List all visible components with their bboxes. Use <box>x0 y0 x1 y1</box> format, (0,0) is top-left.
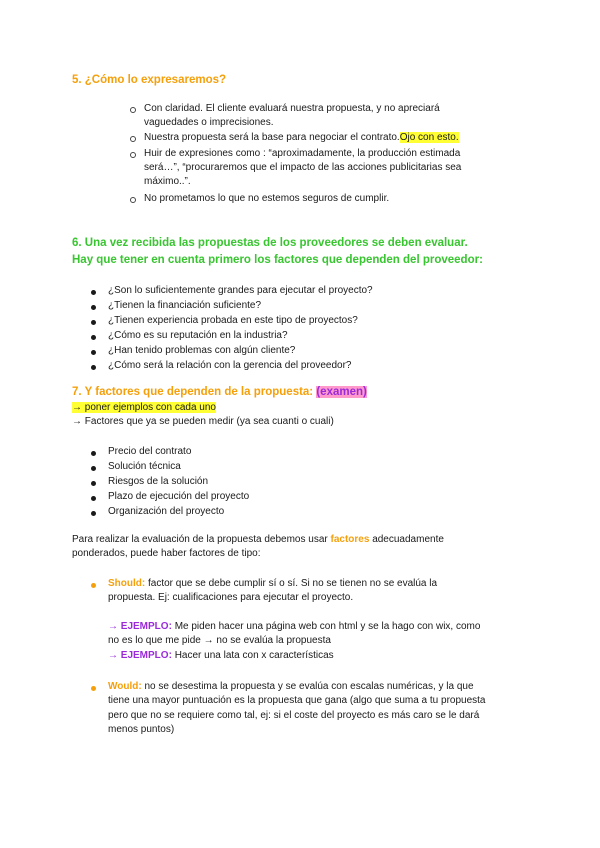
s6-item-5: ¿Han tenido problemas con algún cliente? <box>108 345 296 356</box>
bullet-icon <box>91 350 96 355</box>
section-7-title: 7. Y factores que dependen de la propuesta: (examen) <box>72 386 367 398</box>
bullet-icon <box>91 335 96 340</box>
s5-item-3-line1: Huir de expresiones como : “aproximadamente, la producción estimada <box>144 148 461 159</box>
should-line-2: propuesta. Ej: cualificaciones para ejecutar el proyecto. <box>108 592 354 603</box>
intro-line-2: ponderados, puede haber factores de tipo: <box>72 548 261 559</box>
section-6-title-line1: 6. Una vez recibida las propuestas de los proveedores se deben evaluar. <box>72 237 468 249</box>
bullet-icon <box>91 365 96 370</box>
bullet-icon <box>91 290 96 295</box>
bullet-circle-icon <box>130 107 136 113</box>
intro-line-1: Para realizar la evaluación de la propuesta debemos usar factores adecuadamente <box>72 534 444 545</box>
bullet-orange-icon <box>91 686 96 691</box>
s7-item-2: Solución técnica <box>108 461 181 472</box>
would-line-2: tiene una mayor puntuación es la propuesta que gana (algo que suma a tu propuesta <box>108 695 486 706</box>
bullet-circle-icon <box>130 136 136 142</box>
bullet-icon <box>91 466 96 471</box>
s5-item-4: No prometamos lo que no estemos seguros de cumplir. <box>144 193 390 204</box>
s5-item-3-line2: será…”, “procuraremos que el impacto de las acciones publicitarias sea <box>144 162 462 173</box>
keyword-factores: factores <box>330 534 370 545</box>
s5-item-1-line2: vaguedades o imprecisiones. <box>144 117 274 128</box>
s6-item-3: ¿Tienen experiencia probada en este tipo de proyectos? <box>108 315 358 326</box>
keyword-would: Would: <box>108 681 142 692</box>
section-5-title: 5. ¿Cómo lo expresaremos? <box>72 74 227 86</box>
bullet-icon <box>91 320 96 325</box>
s6-item-6: ¿Cómo será la relación con la gerencia del proveedor? <box>108 360 352 371</box>
s6-item-2: ¿Tienen la financiación suficiente? <box>108 300 262 311</box>
bullet-icon <box>91 305 96 310</box>
s7-arrow-note-2: → Factores que ya se pueden medir (ya sea cuanti o cuali) <box>72 416 334 427</box>
example-1-line-2: no es lo que me pide → no se evalúa la propuesta <box>108 635 331 646</box>
s5-item-1-line1: Con claridad. El cliente evaluará nuestra propuesta, y no apreciará <box>144 103 440 114</box>
s7-item-1: Precio del contrato <box>108 446 192 457</box>
exam-tag: (examen) <box>316 386 367 398</box>
section-6-title-line2: Hay que tener en cuenta primero los factores que dependen del proveedor: <box>72 254 483 266</box>
s7-arrow-note-1: → poner ejemplos con cada uno <box>72 402 216 413</box>
bullet-circle-icon <box>130 152 136 158</box>
s5-item-3-line3: máximo..”. <box>144 176 191 187</box>
s5-item-2: Nuestra propuesta será la base para negociar el contrato.Ojo con esto. <box>144 132 459 143</box>
bullet-orange-icon <box>91 583 96 588</box>
bullet-icon <box>91 511 96 516</box>
s7-item-3: Riesgos de la solución <box>108 476 209 487</box>
keyword-ejemplo: → EJEMPLO: <box>108 650 172 661</box>
highlight-ojo: Ojo con esto. <box>399 132 459 143</box>
bullet-icon <box>91 451 96 456</box>
would-line-1: Would: no se desestima la propuesta y se evalúa con escalas numéricas, y la que <box>108 681 474 692</box>
keyword-ejemplo: → EJEMPLO: <box>108 621 172 632</box>
s6-item-4: ¿Cómo es su reputación en la industria? <box>108 330 288 341</box>
s7-item-4: Plazo de ejecución del proyecto <box>108 491 250 502</box>
bullet-icon <box>91 496 96 501</box>
example-2: → EJEMPLO: Hacer una lata con x características <box>108 650 334 661</box>
s6-item-1: ¿Son lo suficientemente grandes para ejecutar el proyecto? <box>108 285 373 296</box>
should-line-1: Should: factor que se debe cumplir sí o sí. Si no se tienen no se evalúa la <box>108 578 438 589</box>
bullet-icon <box>91 481 96 486</box>
example-1-line-1: → EJEMPLO: Me piden hacer una página web con html y se la hago con wix, como <box>108 621 481 632</box>
would-line-3: pero que no se requiere como tal, ej: si el coste del proyecto es más caro se le dará <box>108 710 480 721</box>
keyword-should: Should: <box>108 578 146 589</box>
would-line-4: menos puntos) <box>108 724 175 735</box>
bullet-circle-icon <box>130 197 136 203</box>
s7-item-5: Organización del proyecto <box>108 506 225 517</box>
